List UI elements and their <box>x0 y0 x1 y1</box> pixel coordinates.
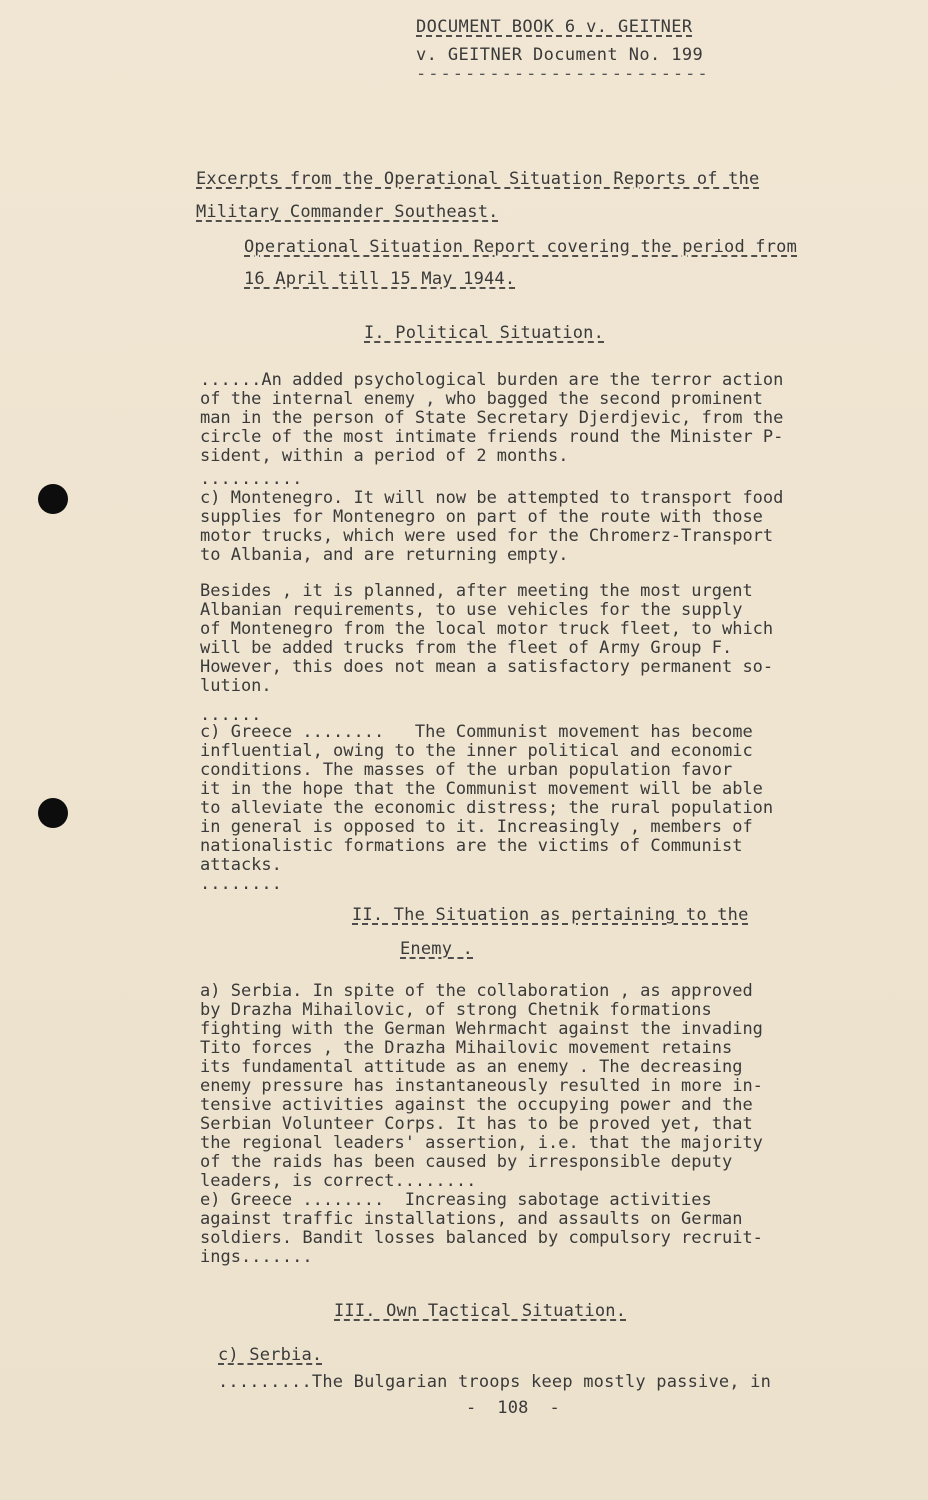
text-line: e) Greece ........ Increasing sabotage activities <box>200 1190 712 1210</box>
text-line: sident, within a period of 2 months. <box>200 446 569 466</box>
text-line: influential, owing to the inner political and economic <box>200 741 753 761</box>
subtitle-line-1: Operational Situation Report covering the period from <box>244 237 798 257</box>
section-3-subheading: c) Serbia. <box>218 1345 323 1365</box>
text-line: ings....... <box>200 1247 313 1267</box>
document-book-header: DOCUMENT BOOK 6 v. GEITNER <box>416 17 693 37</box>
subtitle-line-2: 16 April till 15 May 1944. <box>244 269 516 289</box>
text-line: tensive activities against the occupying power and the <box>200 1095 753 1115</box>
text-line: Serbian Volunteer Corps. It has to be proved yet, that <box>200 1114 753 1134</box>
text-line: of Montenegro from the local motor truck fleet, to which <box>200 619 774 639</box>
text-line: will be added trucks from the fleet of Army Group F. <box>200 638 733 658</box>
text-line: circle of the most intimate friends round the Minister P- <box>200 427 784 447</box>
text-line: c) Montenegro. It will now be attempted to transport food <box>200 488 784 508</box>
text-line: it in the hope that the Communist movement will be able <box>200 779 763 799</box>
text-line: against traffic installations, and assaults on German <box>200 1209 743 1229</box>
text-line: man in the person of State Secretary Djerdjevic, from the <box>200 408 784 428</box>
text-line: Tito forces , the Drazha Mihailovic movement retains <box>200 1038 733 1058</box>
text-line: ...... <box>200 705 262 725</box>
text-line: nationalistic formations are the victims of Communist <box>200 836 743 856</box>
section-2-heading: II. The Situation as pertaining to the <box>352 905 749 925</box>
text-line: motor trucks, which were used for the Chromerz-Transport <box>200 526 774 546</box>
text-line: .......... <box>200 469 303 489</box>
text-line: to Albania, and are returning empty. <box>200 545 569 565</box>
text-line: by Drazha Mihailovic, of strong Chetnik formations <box>200 1000 712 1020</box>
text-line: ........ <box>200 874 282 894</box>
text-line: However, this does not mean a satisfactory permanent so- <box>200 657 774 677</box>
text-line: to alleviate the economic distress; the rural population <box>200 798 774 818</box>
section-3-heading: III. Own Tactical Situation. <box>334 1301 627 1321</box>
punch-hole-bottom <box>38 798 68 828</box>
header-rule: ------------------------ <box>416 64 710 84</box>
text-line: lution. <box>200 676 272 696</box>
text-line: leaders, is correct........ <box>200 1171 477 1191</box>
text-line: soldiers. Bandit losses balanced by compulsory recruit- <box>200 1228 763 1248</box>
text-line: fighting with the German Wehrmacht against the invading <box>200 1019 763 1039</box>
text-line: the regional leaders' assertion, i.e. that the majority <box>200 1133 763 1153</box>
text-line: Besides , it is planned, after meeting the most urgent <box>200 581 753 601</box>
text-line: Albanian requirements, to use vehicles for the supply <box>200 600 743 620</box>
text-line: of the internal enemy , who bagged the second prominent <box>200 389 763 409</box>
text-line: in general is opposed to it. Increasingly , members of <box>200 817 753 837</box>
punch-hole-top <box>38 484 68 514</box>
section-2-heading-enemy: Enemy . <box>400 939 474 959</box>
text-line: a) Serbia. In spite of the collaboration , as approved <box>200 981 753 1001</box>
text-line: c) Greece ........ The Communist movement has become <box>200 722 753 742</box>
text-line: conditions. The masses of the urban population favor <box>200 760 733 780</box>
page-number: - 108 - <box>466 1398 560 1418</box>
section-1-heading: I. Political Situation. <box>364 323 605 343</box>
section-3-paragraph: .........The Bulgarian troops keep mostly passive, in <box>218 1372 772 1392</box>
text-line: attacks. <box>200 855 282 875</box>
title-line-2: Military Commander Southeast. <box>196 202 499 222</box>
text-line: ......An added psychological burden are the terror action <box>200 370 784 390</box>
text-line: supplies for Montenegro on part of the route with those <box>200 507 763 527</box>
document-number: v. GEITNER Document No. 199 <box>416 45 704 65</box>
text-line: enemy pressure has instantaneously resulted in more in- <box>200 1076 763 1096</box>
title-line-1: Excerpts from the Operational Situation Reports of the <box>196 169 760 189</box>
text-line: its fundamental attitude as an enemy . The decreasing <box>200 1057 743 1077</box>
text-line: of the raids has been caused by irresponsible deputy <box>200 1152 733 1172</box>
